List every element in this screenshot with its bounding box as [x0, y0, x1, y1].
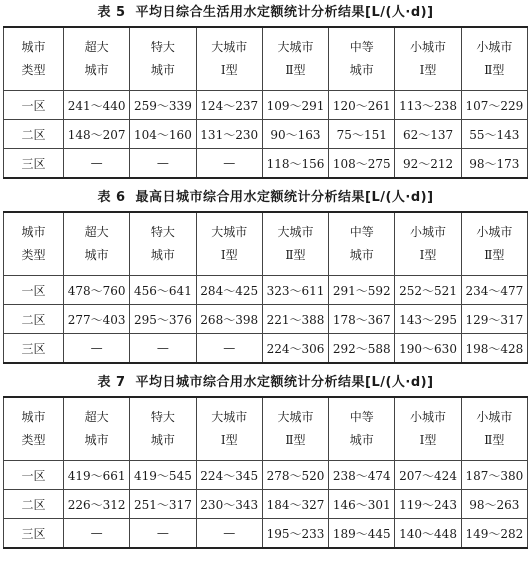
table-cell: 291～592	[329, 276, 395, 305]
table-cell: 75～151	[329, 120, 395, 149]
table-cell: 277～403	[64, 305, 130, 334]
column-header: 中等 城市	[329, 27, 395, 91]
table-cell: —	[130, 334, 196, 364]
table-cell: 90～163	[262, 120, 328, 149]
table-cell: 184～327	[262, 490, 328, 519]
table-cell: 98～263	[461, 490, 527, 519]
column-header: 特大 城市	[130, 212, 196, 276]
table-header-row	[4, 397, 528, 461]
table-header-row	[4, 27, 528, 91]
table-cell: 107～229	[461, 91, 527, 120]
column-header: 大城市 Ⅰ型	[196, 212, 262, 276]
water-quota-table-5	[3, 26, 528, 179]
row-label: 二区	[4, 305, 64, 334]
row-label: 三区	[4, 149, 64, 179]
table-cell: 456～641	[130, 276, 196, 305]
table-cell: 146～301	[329, 490, 395, 519]
table-number: 表 7	[97, 375, 126, 390]
table-row	[4, 91, 528, 120]
column-header: 小城市 Ⅱ型	[461, 27, 527, 91]
table-title: 平均日城市综合用水定额统计分析结果[L/(人·d)]	[135, 375, 434, 390]
column-header: 小城市 Ⅱ型	[461, 212, 527, 276]
table-cell: 224～345	[196, 461, 262, 490]
table-cell: 278～520	[262, 461, 328, 490]
row-label: 二区	[4, 120, 64, 149]
column-header: 特大 城市	[130, 397, 196, 461]
table-cell: 149～282	[461, 519, 527, 549]
table-cell: —	[130, 519, 196, 549]
table-cell: —	[130, 149, 196, 179]
column-header: 超大 城市	[64, 212, 130, 276]
table-cell: 140～448	[395, 519, 461, 549]
table-cell: 118～156	[262, 149, 328, 179]
column-header: 小城市 Ⅰ型	[395, 212, 461, 276]
table-row	[4, 490, 528, 519]
table-cell: 109～291	[262, 91, 328, 120]
water-quota-table-7	[3, 396, 528, 549]
column-header: 中等 城市	[329, 212, 395, 276]
table-cell: 120～261	[329, 91, 395, 120]
table-cell: 143～295	[395, 305, 461, 334]
column-header: 大城市 Ⅱ型	[262, 212, 328, 276]
table-caption	[3, 185, 528, 211]
table-header-row	[4, 212, 528, 276]
table-cell: 268～398	[196, 305, 262, 334]
table-cell: 295～376	[130, 305, 196, 334]
table-cell: 131～230	[196, 120, 262, 149]
table-row	[4, 334, 528, 364]
table-row	[4, 461, 528, 490]
table-cell: —	[64, 334, 130, 364]
table-cell: 119～243	[395, 490, 461, 519]
table-cell: 323～611	[262, 276, 328, 305]
table-cell: 230～343	[196, 490, 262, 519]
table-cell: 221～388	[262, 305, 328, 334]
table-number: 表 6	[97, 190, 126, 205]
table-cell: 207～424	[395, 461, 461, 490]
water-quota-table-6	[3, 211, 528, 364]
table-number: 表 5	[97, 5, 126, 20]
column-header: 小城市 Ⅰ型	[395, 397, 461, 461]
column-header: 大城市 Ⅱ型	[262, 397, 328, 461]
table-cell: 104～160	[130, 120, 196, 149]
row-label: 三区	[4, 519, 64, 549]
column-header: 中等 城市	[329, 397, 395, 461]
table-caption	[3, 0, 528, 26]
column-header: 小城市 Ⅰ型	[395, 27, 461, 91]
table-row	[4, 149, 528, 179]
column-header: 特大 城市	[130, 27, 196, 91]
table-cell: 187～380	[461, 461, 527, 490]
table-cell: 419～545	[130, 461, 196, 490]
table-cell: 195～233	[262, 519, 328, 549]
table-cell: —	[64, 149, 130, 179]
table-cell: —	[196, 149, 262, 179]
row-label: 一区	[4, 276, 64, 305]
table-cell: 189～445	[329, 519, 395, 549]
table-cell: 224～306	[262, 334, 328, 364]
table-cell: 251～317	[130, 490, 196, 519]
table-row	[4, 305, 528, 334]
row-label: 一区	[4, 91, 64, 120]
table-cell: 198～428	[461, 334, 527, 364]
column-header: 城市 类型	[4, 27, 64, 91]
table-cell: 226～312	[64, 490, 130, 519]
table-cell: 62～137	[395, 120, 461, 149]
table-cell: —	[64, 519, 130, 549]
table-cell: 419～661	[64, 461, 130, 490]
table-caption	[3, 370, 528, 396]
table-cell: —	[196, 334, 262, 364]
table-cell: 92～212	[395, 149, 461, 179]
document-page	[3, 0, 528, 549]
column-header: 大城市 Ⅰ型	[196, 27, 262, 91]
table-cell: 284～425	[196, 276, 262, 305]
table-row	[4, 276, 528, 305]
row-label: 一区	[4, 461, 64, 490]
table-cell: 113～238	[395, 91, 461, 120]
table-cell: —	[196, 519, 262, 549]
column-header: 城市 类型	[4, 397, 64, 461]
table-cell: 108～275	[329, 149, 395, 179]
table-cell: 124～237	[196, 91, 262, 120]
column-header: 大城市 Ⅱ型	[262, 27, 328, 91]
table-row	[4, 519, 528, 549]
column-header: 城市 类型	[4, 212, 64, 276]
table-cell: 98～173	[461, 149, 527, 179]
table-cell: 190～630	[395, 334, 461, 364]
table-title: 平均日综合生活用水定额统计分析结果[L/(人·d)]	[135, 5, 434, 20]
table-cell: 178～367	[329, 305, 395, 334]
column-header: 超大 城市	[64, 397, 130, 461]
table-cell: 241～440	[64, 91, 130, 120]
table-cell: 238～474	[329, 461, 395, 490]
column-header: 超大 城市	[64, 27, 130, 91]
table-row	[4, 120, 528, 149]
table-cell: 252～521	[395, 276, 461, 305]
table-cell: 478～760	[64, 276, 130, 305]
row-label: 三区	[4, 334, 64, 364]
table-cell: 55～143	[461, 120, 527, 149]
table-title: 最高日城市综合用水定额统计分析结果[L/(人·d)]	[135, 190, 434, 205]
table-cell: 292～588	[329, 334, 395, 364]
table-cell: 148～207	[64, 120, 130, 149]
column-header: 小城市 Ⅱ型	[461, 397, 527, 461]
column-header: 大城市 Ⅰ型	[196, 397, 262, 461]
table-cell: 234～477	[461, 276, 527, 305]
table-cell: 129～317	[461, 305, 527, 334]
row-label: 二区	[4, 490, 64, 519]
table-cell: 259～339	[130, 91, 196, 120]
